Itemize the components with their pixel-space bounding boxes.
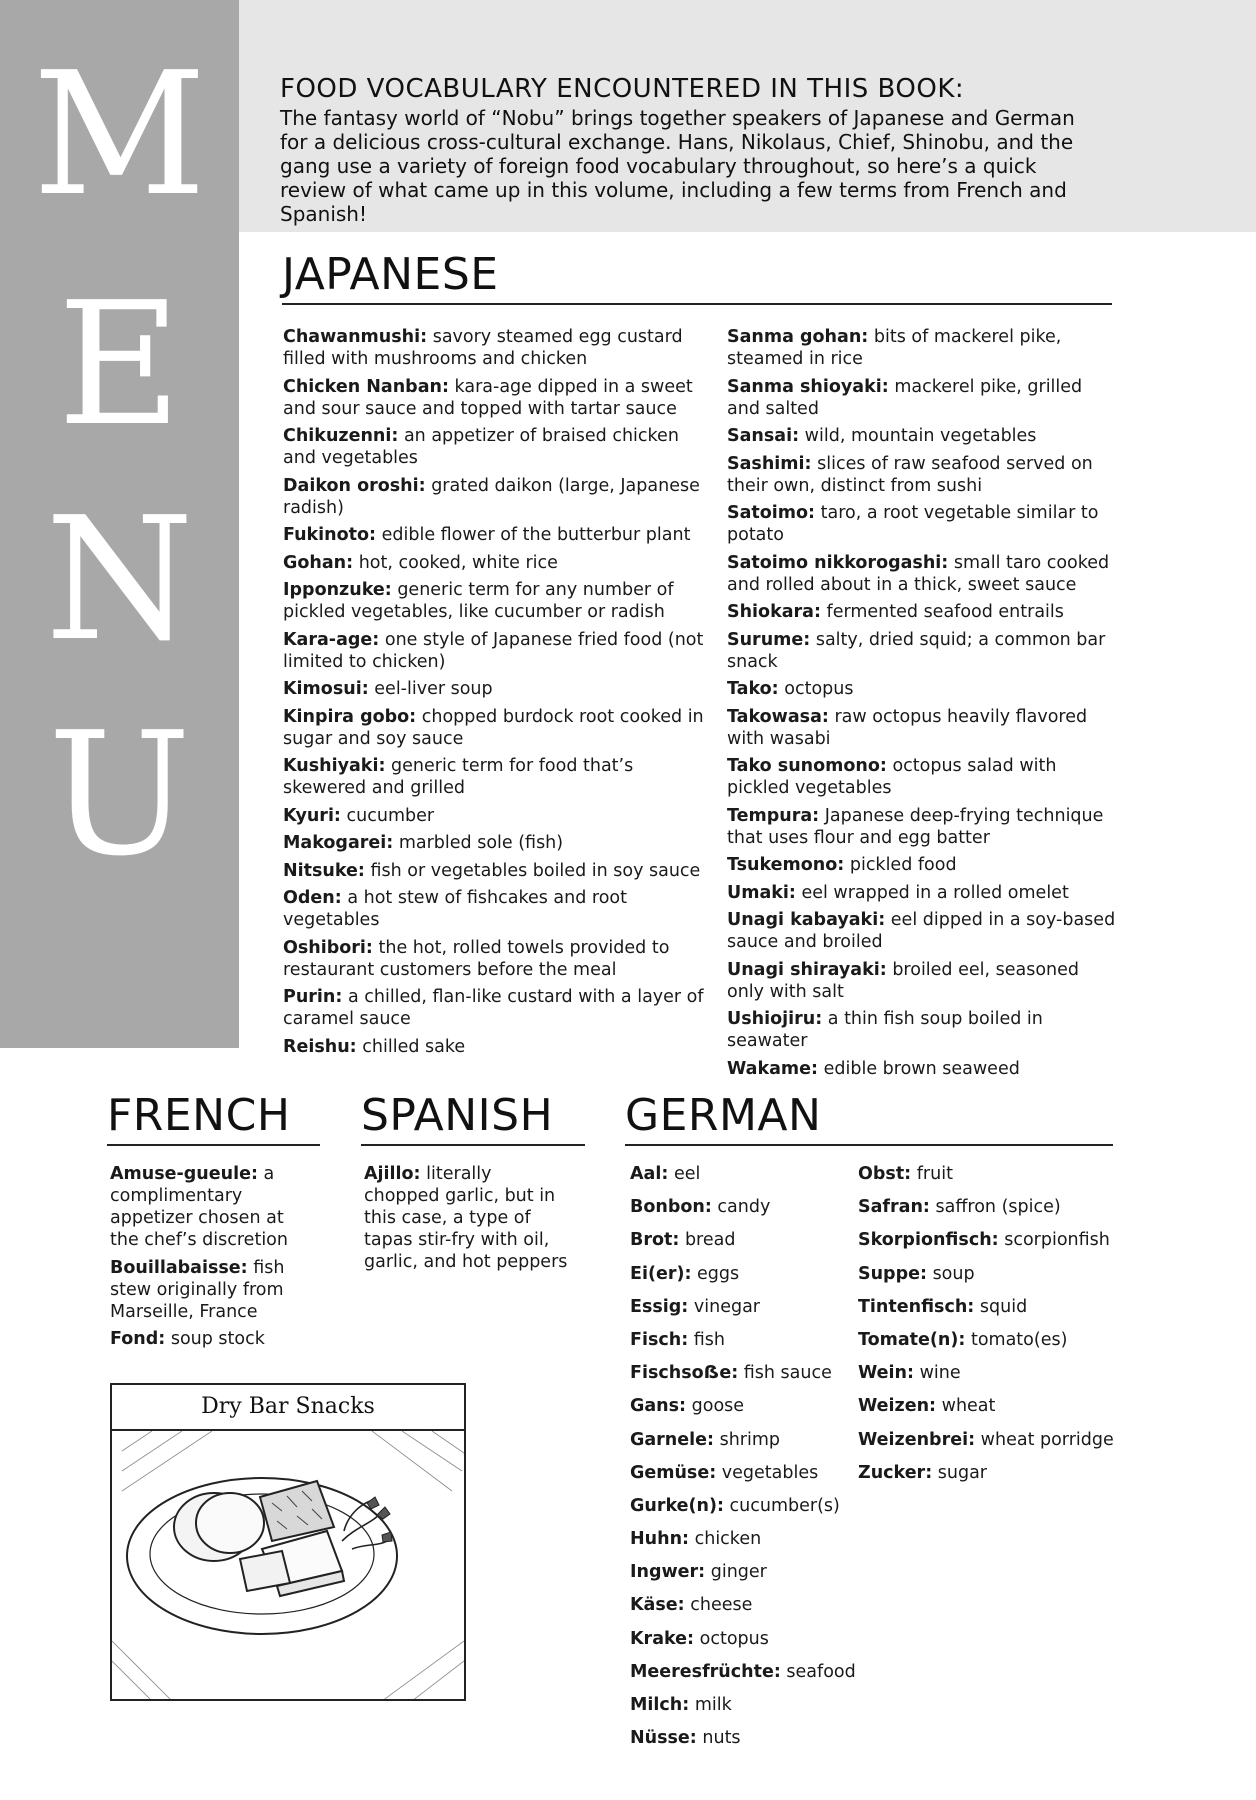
glossary-term: Fond: — [110, 1329, 166, 1349]
glossary-term: Suppe: — [858, 1263, 927, 1284]
glossary-definition: fermented seafood entrails — [826, 602, 1064, 622]
glossary-term: Meeresfrüchte: — [630, 1661, 781, 1682]
glossary-term: Kushiyaki: — [283, 756, 386, 776]
glossary-term: Gohan: — [283, 552, 354, 573]
glossary-term: Chikuzenni: — [283, 426, 399, 446]
glossary-definition: milk — [694, 1695, 732, 1715]
glossary-definition: nuts — [702, 1728, 741, 1749]
glossary-definition: an appetizer of braised chicken and vegetables — [283, 426, 679, 468]
glossary-term: Purin: — [283, 987, 343, 1007]
glossary-term: Surume: — [727, 629, 811, 650]
glossary-term: Kinpira gobo: — [283, 706, 417, 727]
glossary-definition: one style of Japanese fried food (not limited to chicken) — [283, 629, 704, 672]
glossary-definition: raw octopus heavily flavored with wasabi — [727, 706, 1088, 749]
glossary-definition: hot, cooked, white rice — [358, 552, 558, 573]
glossary-definition: a thin fish soup boiled in seawater — [727, 1009, 1043, 1051]
dry-bar-snacks-panel — [110, 1383, 466, 1701]
glossary-definition: scorpionfish — [1004, 1230, 1110, 1251]
french-entries — [110, 1163, 310, 1356]
glossary-term: Gemüse: — [630, 1462, 717, 1483]
glossary-entry — [110, 1328, 310, 1350]
glossary-entry — [630, 1229, 850, 1257]
glossary-definition: goose — [691, 1396, 745, 1417]
glossary-definition: candy — [717, 1197, 771, 1218]
glossary-definition: a chilled, flan-like custard with a layer of caramel sauce — [283, 987, 704, 1029]
german-rule — [625, 1144, 1113, 1146]
glossary-entry — [283, 326, 713, 370]
glossary-definition: ginger — [710, 1562, 767, 1583]
glossary-term: Umaki: — [727, 882, 796, 903]
intro-title: FOOD VOCABULARY ENCOUNTERED IN THIS BOOK: — [280, 74, 965, 104]
glossary-definition: generic term for food that’s skewered and grilled — [283, 756, 634, 798]
glossary-entry — [727, 629, 1117, 673]
glossary-term: Chicken Nanban: — [283, 376, 449, 397]
glossary-term: Wein: — [858, 1363, 915, 1384]
glossary-term: Unagi shirayaki: — [727, 959, 887, 980]
glossary-entry — [283, 1036, 713, 1058]
glossary-definition: cucumber — [346, 805, 435, 826]
glossary-entry — [630, 1395, 850, 1423]
german-heading: GERMAN — [625, 1090, 822, 1141]
cheese-wedge-2 — [240, 1551, 290, 1591]
panel-title: Dry Bar Snacks — [201, 1394, 375, 1419]
glossary-term: Shiokara: — [727, 602, 821, 622]
glossary-definition: a complimentary appetizer chosen at the chef’s discretion — [110, 1164, 288, 1250]
glossary-definition: generic term for any number of pickled vegetables, like cucumber or radish — [283, 580, 674, 622]
glossary-term: Unagi kabayaki: — [727, 910, 886, 930]
glossary-definition: soup — [932, 1263, 975, 1284]
glossary-term: Wakame: — [727, 1058, 819, 1079]
glossary-entry — [283, 755, 713, 799]
glossary-term: Kimosui: — [283, 679, 369, 699]
glossary-term: Makogarei: — [283, 833, 394, 853]
glossary-entry — [858, 1462, 1118, 1490]
glossary-entry — [727, 959, 1117, 1003]
glossary-term: Ushiojiru: — [727, 1009, 823, 1029]
glossary-term: Sashimi: — [727, 453, 812, 474]
glossary-definition: seafood — [786, 1661, 856, 1682]
glossary-definition: eel dipped in a soy-based sauce and broiled — [727, 910, 1116, 952]
glossary-entry — [858, 1329, 1118, 1357]
round-biscuit-top — [196, 1493, 264, 1553]
glossary-definition: a hot stew of fishcakes and root vegetables — [283, 888, 627, 930]
glossary-term: Safran: — [858, 1197, 930, 1218]
glossary-entry — [727, 805, 1117, 849]
glossary-entry — [858, 1362, 1118, 1390]
glossary-term: Sansai: — [727, 426, 800, 446]
glossary-definition: fish — [693, 1329, 726, 1350]
glossary-entry — [283, 860, 713, 882]
glossary-definition: bits of mackerel pike, steamed in rice — [727, 327, 1062, 369]
glossary-definition: Japanese deep-frying technique that uses flour and egg batter — [727, 805, 1104, 848]
glossary-definition: cucumber(s) — [729, 1495, 840, 1516]
glossary-term: Nitsuke: — [283, 860, 365, 881]
glossary-term: Aal: — [630, 1164, 669, 1184]
glossary-term: Weizen: — [858, 1396, 937, 1417]
glossary-definition: edible flower of the butterbur plant — [381, 525, 691, 545]
glossary-term: Kara-age: — [283, 629, 380, 650]
glossary-definition: eggs — [697, 1263, 740, 1284]
glossary-term: Daikon oroshi: — [283, 475, 426, 496]
glossary-entry — [727, 678, 1117, 700]
glossary-definition: soup stock — [170, 1329, 265, 1349]
glossary-definition: shrimp — [719, 1429, 780, 1450]
glossary-definition: chilled sake — [362, 1036, 466, 1057]
glossary-term: Reishu: — [283, 1036, 357, 1057]
glossary-term: Fisch: — [630, 1329, 689, 1350]
glossary-entry — [283, 887, 713, 931]
glossary-entry — [727, 376, 1117, 420]
glossary-entry — [630, 1329, 850, 1357]
glossary-term: Weizenbrei: — [858, 1429, 976, 1450]
glossary-entry — [727, 1058, 1117, 1080]
glossary-entry — [630, 1163, 850, 1191]
glossary-entry — [858, 1163, 1118, 1191]
glossary-definition: squid — [979, 1296, 1028, 1317]
glossary-definition: fish sauce — [743, 1363, 832, 1384]
glossary-term: Gurke(n): — [630, 1495, 724, 1516]
intro-text: The fantasy world of “Nobu” brings together speakers of Japanese and German for a delicious cross-cultural exchange. Hans, Nikolaus, Chief, Shinobu, and the gang use a variety of foreign food vocabulary throughout, so here’s a quick review of what came up in this volume, including a few terms from French and Spanish! — [280, 106, 1075, 226]
menu-letter-e: E — [57, 266, 182, 464]
glossary-entry — [630, 1594, 850, 1622]
glossary-entry — [283, 524, 713, 546]
glossary-definition: eel-liver soup — [374, 679, 493, 699]
glossary-entry — [630, 1263, 850, 1291]
glossary-definition: chopped burdock root cooked in sugar and soy sauce — [283, 706, 704, 749]
glossary-definition: savory steamed egg custard filled with mushrooms and chicken — [283, 327, 683, 369]
french-heading: FRENCH — [107, 1090, 291, 1141]
glossary-term: Tsukemono: — [727, 855, 845, 875]
menu-letter-u: U — [47, 696, 192, 894]
glossary-definition: edible brown seaweed — [823, 1058, 1020, 1079]
glossary-entry — [858, 1429, 1118, 1457]
glossary-definition: bread — [684, 1230, 736, 1251]
glossary-entry — [283, 937, 713, 981]
japanese-heading: JAPANESE — [282, 249, 499, 300]
glossary-definition: cheese — [690, 1595, 753, 1616]
glossary-definition: octopus — [699, 1628, 769, 1649]
glossary-entry — [283, 629, 713, 673]
glossary-term: Tempura: — [727, 805, 820, 826]
glossary-term: Takowasa: — [727, 706, 829, 727]
glossary-definition: salty, dried squid; a common bar snack — [727, 629, 1106, 672]
glossary-entry — [630, 1429, 850, 1457]
glossary-entry — [727, 502, 1117, 546]
glossary-definition: broiled eel, seasoned only with salt — [727, 959, 1080, 1002]
glossary-term: Skorpionfisch: — [858, 1230, 999, 1251]
glossary-entry — [283, 805, 713, 827]
glossary-entry — [858, 1395, 1118, 1423]
glossary-entry — [110, 1257, 310, 1323]
glossary-term: Tako: — [727, 679, 779, 699]
glossary-term: Garnele: — [630, 1429, 714, 1450]
glossary-definition: wild, mountain vegetables — [804, 426, 1037, 446]
glossary-entry — [858, 1296, 1118, 1324]
glossary-entry — [727, 755, 1117, 799]
glossary-definition: slices of raw seafood served on their own, distinct from sushi — [727, 453, 1093, 496]
glossary-term: Satoimo nikkorogashi: — [727, 552, 949, 573]
glossary-entry — [283, 706, 713, 750]
glossary-term: Sanma gohan: — [727, 327, 869, 347]
glossary-entry — [727, 706, 1117, 750]
glossary-definition: mackerel pike, grilled and salted — [727, 376, 1083, 419]
german-column-1 — [630, 1163, 856, 1760]
glossary-definition: fruit — [916, 1164, 953, 1184]
menu-letter-m: M — [32, 36, 207, 234]
snack-plate-illustration — [112, 1429, 464, 1701]
glossary-entry — [283, 552, 713, 574]
glossary-term: Oden: — [283, 888, 342, 908]
glossary-term: Ipponzuke: — [283, 580, 392, 600]
glossary-term: Krake: — [630, 1628, 695, 1649]
glossary-term: Käse: — [630, 1595, 685, 1616]
glossary-definition: eel wrapped in a rolled omelet — [801, 882, 1069, 903]
glossary-term: Ei(er): — [630, 1263, 692, 1284]
glossary-term: Nüsse: — [630, 1728, 697, 1749]
glossary-term: Gans: — [630, 1396, 687, 1417]
glossary-definition: pickled food — [849, 855, 957, 875]
glossary-entry — [630, 1495, 850, 1523]
glossary-entry — [727, 326, 1117, 370]
glossary-definition: taro, a root vegetable similar to potato — [727, 503, 1099, 545]
glossary-entry — [630, 1561, 850, 1589]
spanish-heading: SPANISH — [361, 1090, 554, 1141]
glossary-definition: octopus — [784, 679, 854, 699]
glossary-term: Ingwer: — [630, 1562, 706, 1583]
glossary-definition: vegetables — [721, 1462, 819, 1483]
glossary-entry — [727, 552, 1117, 596]
glossary-term: Satoimo: — [727, 503, 816, 523]
german-column-2 — [858, 1163, 1118, 1495]
glossary-term: Bonbon: — [630, 1197, 712, 1218]
glossary-term: Zucker: — [858, 1462, 933, 1483]
glossary-entry — [283, 678, 713, 700]
glossary-definition: fish stew originally from Marseille, France — [110, 1257, 285, 1322]
glossary-entry — [630, 1661, 856, 1689]
menu-letter-n: N — [45, 481, 194, 679]
glossary-entry — [630, 1694, 850, 1722]
glossary-entry — [727, 882, 1117, 904]
glossary-definition: sugar — [937, 1462, 988, 1483]
glossary-term: Kyuri: — [283, 805, 341, 826]
glossary-term: Oshibori: — [283, 937, 373, 958]
glossary-entry — [283, 425, 713, 469]
glossary-definition: wheat porridge — [980, 1429, 1114, 1450]
glossary-definition: tomato(es) — [970, 1329, 1068, 1350]
glossary-entry — [630, 1296, 850, 1324]
glossary-entry — [283, 579, 713, 623]
glossary-entry — [283, 376, 713, 420]
spanish-entries — [364, 1163, 569, 1279]
glossary-term: Tako sunomono: — [727, 756, 887, 776]
glossary-term: Bouillabaisse: — [110, 1257, 248, 1278]
glossary-entry — [727, 425, 1117, 447]
glossary-definition: wine — [919, 1363, 961, 1384]
glossary-definition: vinegar — [693, 1296, 760, 1317]
glossary-definition: marbled sole (fish) — [398, 833, 564, 853]
japanese-column-2 — [727, 326, 1117, 1085]
glossary-entry — [727, 601, 1117, 623]
glossary-entry — [858, 1196, 1118, 1224]
glossary-entry — [727, 854, 1117, 876]
glossary-definition: kara-age dipped in a sweet and sour sauce and topped with tartar sauce — [283, 376, 693, 419]
glossary-term: Chawanmushi: — [283, 327, 428, 347]
glossary-entry — [283, 832, 713, 854]
japanese-column-1 — [283, 326, 713, 1063]
spanish-rule — [361, 1144, 585, 1146]
glossary-entry — [364, 1163, 569, 1273]
glossary-entry — [727, 453, 1117, 497]
glossary-term: Essig: — [630, 1296, 689, 1317]
glossary-entry — [110, 1163, 310, 1251]
glossary-entry — [283, 986, 713, 1030]
glossary-entry — [630, 1727, 850, 1755]
glossary-definition: octopus salad with pickled vegetables — [727, 756, 1057, 798]
glossary-definition: chicken — [694, 1529, 762, 1550]
glossary-term: Amuse-gueule: — [110, 1164, 258, 1184]
glossary-definition: small taro cooked and rolled about in a thick, sweet sauce — [727, 552, 1110, 595]
glossary-term: Sanma shioyaki: — [727, 376, 889, 397]
glossary-entry — [858, 1263, 1118, 1291]
glossary-definition: wheat — [941, 1396, 996, 1417]
glossary-definition: eel — [673, 1164, 701, 1184]
menu-side-banner — [0, 0, 239, 1048]
glossary-entry — [727, 909, 1117, 953]
glossary-definition: the hot, rolled towels provided to restaurant customers before the meal — [283, 937, 670, 980]
glossary-definition: saffron (spice) — [935, 1197, 1061, 1218]
glossary-entry — [630, 1196, 850, 1224]
glossary-term: Obst: — [858, 1164, 912, 1184]
glossary-entry — [630, 1362, 850, 1390]
glossary-term: Tintenfisch: — [858, 1296, 975, 1317]
glossary-entry — [630, 1528, 850, 1556]
glossary-entry — [858, 1229, 1118, 1257]
glossary-term: Milch: — [630, 1695, 690, 1715]
glossary-definition: literally chopped garlic, but in this case, a type of tapas stir-fry with oil, garlic, and hot peppers — [364, 1164, 568, 1272]
glossary-entry — [630, 1462, 850, 1490]
glossary-term: Huhn: — [630, 1529, 690, 1550]
glossary-entry — [283, 475, 713, 519]
glossary-term: Ajillo: — [364, 1164, 421, 1184]
japanese-rule — [282, 303, 1112, 305]
glossary-term: Brot: — [630, 1230, 680, 1251]
glossary-definition: fish or vegetables boiled in soy sauce — [370, 860, 701, 881]
french-rule — [107, 1144, 320, 1146]
glossary-term: Tomate(n): — [858, 1329, 966, 1350]
glossary-entry — [727, 1008, 1117, 1052]
glossary-term: Fischsoẞe: — [630, 1363, 739, 1384]
glossary-entry — [630, 1628, 850, 1656]
glossary-definition: grated daikon (large, Japanese radish) — [283, 475, 700, 518]
glossary-term: Fukinoto: — [283, 525, 377, 545]
